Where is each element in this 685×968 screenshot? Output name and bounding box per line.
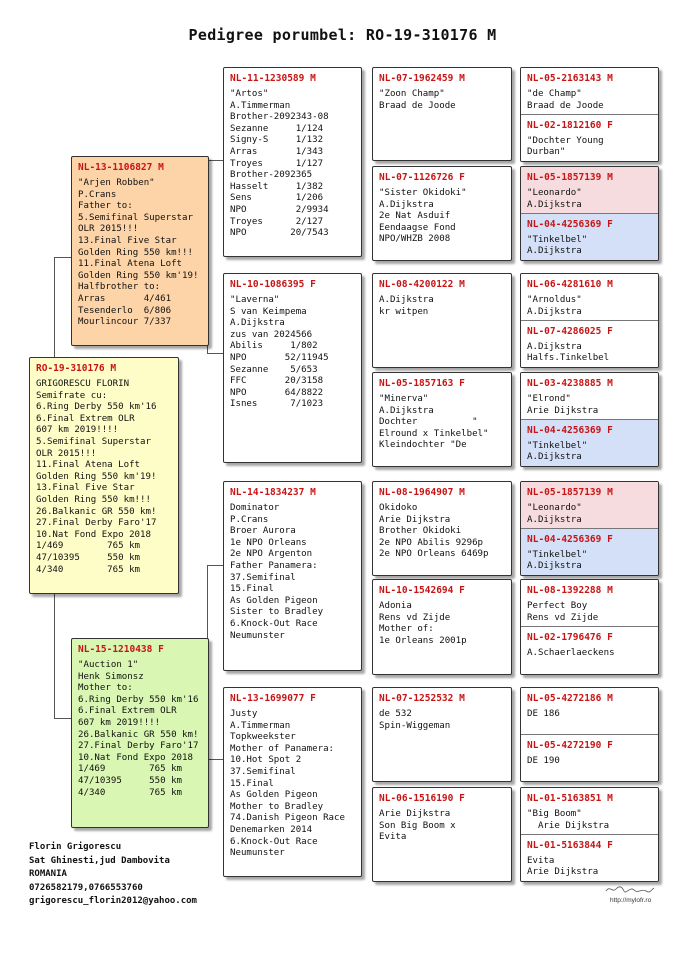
gen4-sire-half[interactable] bbox=[521, 482, 658, 528]
grandparent-card[interactable] bbox=[223, 687, 362, 877]
info-line: A.Dijkstra bbox=[527, 561, 582, 572]
info-line: 10.Nat Fond Expo 2018 bbox=[36, 529, 151, 540]
info-line: 2e Nat Asduif bbox=[379, 211, 451, 222]
info-line: Mother to Bradley bbox=[230, 801, 324, 812]
pigeon-details bbox=[379, 295, 507, 318]
great-grandparent-card[interactable] bbox=[372, 273, 512, 368]
info-line: Henk Simonsz bbox=[78, 671, 144, 682]
owner-name: Florin Grigorescu bbox=[29, 842, 122, 852]
gen4-sire-half[interactable] bbox=[521, 688, 658, 734]
info-line: NPO 64/8822 bbox=[230, 387, 324, 398]
info-line: P.Crans bbox=[78, 189, 117, 200]
sire-card[interactable] bbox=[71, 156, 209, 346]
pigeon-details bbox=[527, 601, 654, 624]
info-line: Abilis 1/802 bbox=[230, 341, 318, 352]
info-line: Dochter " bbox=[379, 417, 478, 428]
gen4-sire-half[interactable] bbox=[521, 68, 658, 114]
gen4-sire-half[interactable] bbox=[521, 373, 658, 419]
info-line: 6.Ring Derby 550 km'16 bbox=[78, 694, 199, 705]
info-line: Sens 1/206 bbox=[230, 193, 324, 204]
great-grandparent-card[interactable] bbox=[372, 481, 512, 576]
info-line: As Golden Pigeon bbox=[230, 595, 318, 606]
gen4-sire-half[interactable] bbox=[521, 167, 658, 213]
pigeon-details bbox=[379, 809, 507, 844]
gen4-sire-half[interactable] bbox=[521, 274, 658, 320]
pigeon-details bbox=[527, 503, 654, 526]
info-line: "Tinkelbel" bbox=[527, 549, 588, 560]
ring-id: NL-01-5163851 M bbox=[527, 793, 613, 804]
info-line: Arras 4/461 bbox=[78, 293, 172, 304]
info-line: Halfbrother to: bbox=[78, 282, 161, 293]
info-line: 27.Final Derby Faro'17 bbox=[78, 741, 199, 752]
gen4-dam-half[interactable] bbox=[521, 734, 658, 781]
gen4-dam-half[interactable] bbox=[521, 213, 658, 260]
info-line: OLR 2015!!! bbox=[36, 448, 97, 459]
grandparent-card[interactable] bbox=[223, 481, 362, 671]
info-line: 1e NPO Orleans bbox=[230, 537, 307, 548]
info-line: Mourlincour 7/337 bbox=[78, 317, 172, 328]
info-line: Elround x Tinkelbel" bbox=[379, 428, 489, 439]
info-line: 4/340 765 km bbox=[78, 787, 183, 798]
info-line: Braad de Joode bbox=[379, 100, 456, 111]
dam-ring-id: NL-15-1210438 F bbox=[78, 644, 164, 655]
connector-line bbox=[207, 160, 223, 161]
info-line: "Artos" bbox=[230, 89, 269, 99]
ring-id: NL-07-1126726 F bbox=[379, 172, 465, 183]
info-line: NPO 20/7543 bbox=[230, 228, 329, 239]
subject-details bbox=[36, 379, 174, 576]
pigeon-details bbox=[230, 89, 357, 240]
info-line: Neumunster bbox=[230, 848, 285, 859]
info-line: Golden Ring 550 km'19! bbox=[36, 471, 157, 482]
info-line: A.Dijkstra bbox=[527, 306, 582, 317]
pigeon-details bbox=[527, 756, 654, 768]
pigeon-details bbox=[379, 503, 507, 561]
connector-line bbox=[54, 257, 71, 258]
pigeon-details bbox=[230, 295, 357, 411]
info-line: 11.Final Atena Loft bbox=[78, 259, 183, 270]
info-line: Golden Ring 550 km'19! bbox=[78, 270, 199, 281]
info-line: Son Big Boom x bbox=[379, 820, 456, 831]
pigeon-details bbox=[230, 503, 357, 642]
ring-id: NL-04-4256369 F bbox=[527, 533, 613, 545]
info-line: Mother of Panamera: bbox=[230, 743, 335, 754]
pigeon-details bbox=[527, 89, 654, 112]
ring-id: NL-10-1086395 F bbox=[230, 279, 316, 290]
info-line: 607 km 2019!!!! bbox=[78, 717, 161, 728]
connector-line bbox=[54, 257, 55, 357]
info-line: Broer Aurora bbox=[230, 526, 296, 537]
info-line: 10.Hot Spot 2 bbox=[230, 755, 302, 766]
info-line: Rens vd Zijde bbox=[527, 612, 599, 623]
info-line: A.Dijkstra bbox=[527, 199, 582, 210]
info-line: "Auction 1" bbox=[78, 660, 139, 670]
info-line: 4/340 765 km bbox=[36, 564, 141, 575]
gen4-dam-half[interactable] bbox=[521, 114, 658, 161]
owner-country: ROMANIA bbox=[29, 869, 67, 880]
info-line: Isnes 7/1023 bbox=[230, 399, 324, 410]
info-line: Spin-Wiggeman bbox=[379, 720, 451, 731]
info-line: "Arnoldus" bbox=[527, 295, 582, 305]
ring-id: NL-07-4286025 F bbox=[527, 325, 613, 337]
info-line: Signy-S 1/132 bbox=[230, 135, 324, 146]
ring-id: NL-05-4272186 M bbox=[527, 693, 613, 704]
info-line: 1/469 765 km bbox=[36, 541, 141, 552]
gen4-dam-half[interactable] bbox=[521, 419, 658, 466]
info-line: Neumunster bbox=[230, 630, 285, 641]
info-line: A.Timmerman bbox=[230, 100, 291, 111]
info-line: S van Keimpema bbox=[230, 306, 307, 317]
great-grandparent-card[interactable] bbox=[372, 687, 512, 782]
info-line: Tesenderlo 6/806 bbox=[78, 305, 172, 316]
info-line: 6.Final Extrem OLR bbox=[78, 706, 177, 717]
info-line: DE 186 bbox=[527, 709, 560, 719]
info-line: A.Dijkstra bbox=[379, 405, 434, 416]
info-line: Denemarken 2014 bbox=[230, 824, 313, 835]
ring-id: NL-04-4256369 F bbox=[527, 424, 613, 436]
info-line: "Sister Okidoki" bbox=[379, 188, 467, 198]
info-line: zus van 2024566 bbox=[230, 329, 313, 340]
info-line: 5.Semifinal Superstar bbox=[36, 436, 151, 447]
info-line: 6.Final Extrem OLR bbox=[36, 413, 135, 424]
subject-ring-id: RO-19-310176 M bbox=[36, 363, 117, 374]
dam-details bbox=[78, 660, 204, 799]
info-line: Hasselt 1/382 bbox=[230, 181, 324, 192]
info-line: "Leonardo" bbox=[527, 188, 582, 198]
info-line: NPO 52/11945 bbox=[230, 352, 329, 363]
info-line: "Zoon Champ" bbox=[379, 89, 445, 99]
info-line: A.Dijkstra bbox=[379, 199, 434, 210]
ring-id: NL-05-2163143 M bbox=[527, 73, 613, 84]
info-line: 26.Balkanic GR 550 km! bbox=[78, 729, 199, 740]
ring-id: NL-06-1516190 F bbox=[379, 793, 465, 804]
info-line: Golden Ring 550 km!!! bbox=[36, 494, 151, 505]
ring-id: NL-04-4256369 F bbox=[527, 218, 613, 230]
info-line: Sezanne 1/124 bbox=[230, 123, 324, 134]
info-line: GRIGORESCU FLORIN bbox=[36, 379, 130, 389]
gen4-pair-card[interactable] bbox=[520, 67, 659, 162]
gen4-sire-half[interactable] bbox=[521, 580, 658, 626]
info-line: "de Champ" bbox=[527, 89, 582, 99]
great-grandparent-card[interactable] bbox=[372, 166, 512, 261]
info-line: Mother to: bbox=[78, 683, 133, 694]
gen4-sire-half[interactable] bbox=[521, 788, 658, 834]
owner-contact bbox=[29, 841, 197, 909]
info-line: NPO 2/9934 bbox=[230, 204, 329, 215]
info-line: Halfs.Tinkelbel bbox=[527, 353, 610, 364]
info-line: "Laverna" bbox=[230, 295, 280, 305]
ring-id: NL-11-1230589 M bbox=[230, 73, 316, 84]
owner-phones: 0726582179,0766553760 bbox=[29, 882, 143, 893]
great-grandparent-card[interactable] bbox=[372, 372, 512, 467]
info-line: Brother-2092343-08 bbox=[230, 112, 329, 123]
dam-card[interactable] bbox=[71, 638, 209, 828]
ring-id: NL-08-1964907 M bbox=[379, 487, 465, 498]
ring-id: NL-08-1392288 M bbox=[527, 585, 613, 596]
info-line: 13.Final Five Star bbox=[78, 235, 177, 246]
connector-line bbox=[207, 759, 223, 760]
info-line: 13.Final Five Star bbox=[36, 483, 135, 494]
info-line: A.Dijkstra bbox=[527, 452, 582, 463]
pigeon-details bbox=[527, 856, 654, 879]
info-line: 26.Balkanic GR 550 km! bbox=[36, 506, 157, 517]
grandparent-card[interactable] bbox=[223, 67, 362, 257]
ring-id: NL-05-1857139 M bbox=[527, 172, 613, 183]
info-line: 37.Semifinal bbox=[230, 572, 296, 583]
pigeon-details bbox=[527, 550, 654, 573]
info-line: Durban" bbox=[527, 147, 566, 158]
info-line: 47/10395 550 km bbox=[78, 775, 183, 786]
info-line: 1e Orleans 2001p bbox=[379, 635, 467, 646]
info-line: 2e NPO Abilis 9296p bbox=[379, 537, 484, 548]
info-line: Arras 1/343 bbox=[230, 146, 324, 157]
info-line: 27.Final Derby Faro'17 bbox=[36, 518, 157, 529]
info-line: "Dochter Young bbox=[527, 135, 604, 146]
page-title: Pedigree porumbel: RO-19-310176 M bbox=[188, 26, 497, 44]
info-line: Arie Dijkstra bbox=[379, 809, 451, 819]
gen4-pair-card[interactable] bbox=[520, 166, 659, 261]
info-line: Troyes 1/127 bbox=[230, 158, 324, 169]
info-line: Okidoko bbox=[379, 503, 418, 513]
info-line: Brother-2092365 bbox=[230, 170, 313, 181]
info-line: 11.Final Atena Loft bbox=[36, 460, 141, 471]
info-line: Troyes 2/127 bbox=[230, 216, 324, 227]
ring-id: NL-06-4281610 M bbox=[527, 279, 613, 290]
great-grandparent-card[interactable] bbox=[372, 787, 512, 882]
info-line: NPO/WHZB 2008 bbox=[379, 234, 451, 245]
info-line: 607 km 2019!!!! bbox=[36, 425, 119, 436]
pigeon-details bbox=[379, 709, 507, 732]
info-line: A.Dijkstra bbox=[230, 318, 285, 329]
info-line: Justy bbox=[230, 709, 258, 719]
info-line: Dominator bbox=[230, 503, 280, 513]
pigeon-details bbox=[379, 394, 507, 452]
info-line: Adonia bbox=[379, 601, 412, 611]
info-line: de 532 bbox=[379, 709, 412, 719]
great-grandparent-card[interactable] bbox=[372, 67, 512, 161]
ring-id: NL-08-4200122 M bbox=[379, 279, 465, 290]
ring-id: NL-05-1857139 M bbox=[527, 487, 613, 498]
ring-id: NL-02-1812160 F bbox=[527, 119, 613, 131]
info-line: "Big Boom" bbox=[527, 809, 582, 819]
info-line: "Tinkelbel" bbox=[527, 440, 588, 451]
info-line: Evita bbox=[379, 832, 407, 843]
gen4-dam-half[interactable] bbox=[521, 834, 658, 881]
pigeon-details bbox=[527, 648, 654, 660]
info-line: A.Timmerman bbox=[230, 720, 291, 731]
pigeon-details bbox=[527, 709, 654, 721]
pigeon-details bbox=[379, 89, 507, 112]
info-line: Perfect Boy bbox=[527, 601, 588, 611]
subject-card[interactable] bbox=[29, 357, 179, 594]
gen4-pair-card[interactable] bbox=[520, 273, 659, 368]
connector-line bbox=[54, 718, 71, 719]
sire-ring-id: NL-13-1106827 M bbox=[78, 162, 164, 173]
logo-signature-icon bbox=[604, 883, 656, 895]
gen4-pair-card[interactable] bbox=[520, 787, 659, 882]
info-line: 6.Knock-Out Race bbox=[230, 618, 318, 629]
gen4-dam-half[interactable] bbox=[521, 528, 658, 575]
pigeon-details bbox=[527, 136, 654, 159]
pigeon-details bbox=[379, 601, 507, 647]
info-line: "Minerva" bbox=[379, 394, 429, 404]
info-line: Golden Ring 550 km!!! bbox=[78, 247, 193, 258]
pigeon-details bbox=[230, 709, 357, 860]
info-line: A.Schaerlaeckens bbox=[527, 648, 615, 659]
ring-id: NL-10-1542694 F bbox=[379, 585, 465, 596]
info-line: 6.Knock-Out Race bbox=[230, 836, 318, 847]
info-line: 15.Final bbox=[230, 778, 274, 789]
info-line: 15.Final bbox=[230, 584, 274, 595]
info-line: "Tinkelbel" bbox=[527, 234, 588, 245]
info-line: "Elrond" bbox=[527, 394, 571, 404]
info-line: Evita bbox=[527, 855, 555, 866]
pigeon-details bbox=[527, 188, 654, 211]
info-line: Arie Dijkstra bbox=[527, 820, 610, 831]
info-line: OLR 2015!!! bbox=[78, 224, 139, 235]
pigeon-details bbox=[527, 441, 654, 464]
ring-id: NL-07-1962459 M bbox=[379, 73, 465, 84]
info-line: Arie Dijkstra bbox=[527, 405, 599, 416]
info-line: Mother of: bbox=[379, 624, 434, 635]
info-line: Semifrate cu: bbox=[36, 390, 108, 401]
ring-id: NL-03-4238885 M bbox=[527, 378, 613, 389]
ring-id: NL-07-1252532 M bbox=[379, 693, 465, 704]
info-line: DE 190 bbox=[527, 755, 560, 766]
info-line: Braad de Joode bbox=[527, 100, 604, 111]
info-line: 5.Semifinal Superstar bbox=[78, 212, 193, 223]
info-line: 2e NPO Orleans 6469p bbox=[379, 549, 489, 560]
ring-id: NL-13-1699077 F bbox=[230, 693, 316, 704]
ring-id: NL-14-1834237 M bbox=[230, 487, 316, 498]
connector-line bbox=[54, 592, 55, 718]
gen4-pair-card[interactable] bbox=[520, 687, 659, 782]
connector-line bbox=[207, 565, 223, 566]
gen4-dam-half[interactable] bbox=[521, 320, 658, 367]
info-line: Sister to Bradley bbox=[230, 607, 324, 618]
info-line: A.Dijkstra bbox=[379, 295, 434, 305]
connector-line bbox=[207, 353, 223, 354]
info-line: A.Dijkstra bbox=[527, 341, 582, 352]
info-line: 1/469 765 km bbox=[78, 764, 183, 775]
info-line: As Golden Pigeon bbox=[230, 790, 318, 801]
info-line: Kleindochter "De bbox=[379, 440, 467, 451]
gen4-pair-card[interactable] bbox=[520, 372, 659, 467]
info-line: "Leonardo" bbox=[527, 503, 582, 513]
pigeon-details bbox=[527, 235, 654, 258]
info-line: "Arjen Robben" bbox=[78, 178, 155, 188]
info-line: Eendaagse Fond bbox=[379, 222, 456, 233]
info-line: 47/10395 550 km bbox=[36, 552, 141, 563]
ring-id: NL-01-5163844 F bbox=[527, 839, 613, 851]
ring-id: NL-05-4272190 F bbox=[527, 739, 613, 751]
great-grandparent-card[interactable] bbox=[372, 579, 512, 675]
gen4-dam-half[interactable] bbox=[521, 626, 658, 674]
website-link[interactable]: http://mylofr.ro bbox=[610, 897, 652, 904]
info-line: 10.Nat Fond Expo 2018 bbox=[78, 752, 193, 763]
info-line: Father Panamera: bbox=[230, 560, 318, 571]
ring-id: NL-02-1796476 F bbox=[527, 632, 613, 644]
owner-address: Sat Ghinesti,jud Dambovita bbox=[29, 855, 170, 866]
grandparent-card[interactable] bbox=[223, 273, 362, 463]
owner-email[interactable]: grigorescu_florin2012@yahoo.com bbox=[29, 896, 197, 907]
pigeon-details bbox=[379, 188, 507, 246]
ring-id: NL-05-1857163 F bbox=[379, 378, 465, 389]
info-line: Rens vd Zijde bbox=[379, 612, 451, 623]
pigeon-details bbox=[527, 394, 654, 417]
pigeon-details bbox=[527, 809, 654, 832]
info-line: 74.Danish Pigeon Race bbox=[230, 813, 345, 824]
info-line: 2e NPO Argenton bbox=[230, 549, 313, 560]
info-line: Brother Okidoki bbox=[379, 526, 462, 537]
info-line: FFC 20/3158 bbox=[230, 376, 324, 387]
pigeon-details bbox=[527, 342, 654, 365]
gen4-pair-card[interactable] bbox=[520, 481, 659, 576]
info-line: kr witpen bbox=[379, 306, 429, 317]
info-line: A.Dijkstra bbox=[527, 246, 582, 257]
info-line: P.Crans bbox=[230, 514, 269, 525]
gen4-pair-card[interactable] bbox=[520, 579, 659, 675]
pigeon-details bbox=[527, 295, 654, 318]
info-line: Arie Dijkstra bbox=[527, 867, 599, 878]
info-line: Topkweekster bbox=[230, 732, 296, 743]
info-line: Sezanne 5/653 bbox=[230, 364, 318, 375]
info-line: Arie Dijkstra bbox=[379, 514, 451, 525]
info-line: A.Dijkstra bbox=[527, 514, 582, 525]
info-line: 6.Ring Derby 550 km'16 bbox=[36, 402, 157, 413]
info-line: 37.Semifinal bbox=[230, 766, 296, 777]
info-line: Father to: bbox=[78, 201, 133, 212]
sire-details bbox=[78, 178, 204, 329]
